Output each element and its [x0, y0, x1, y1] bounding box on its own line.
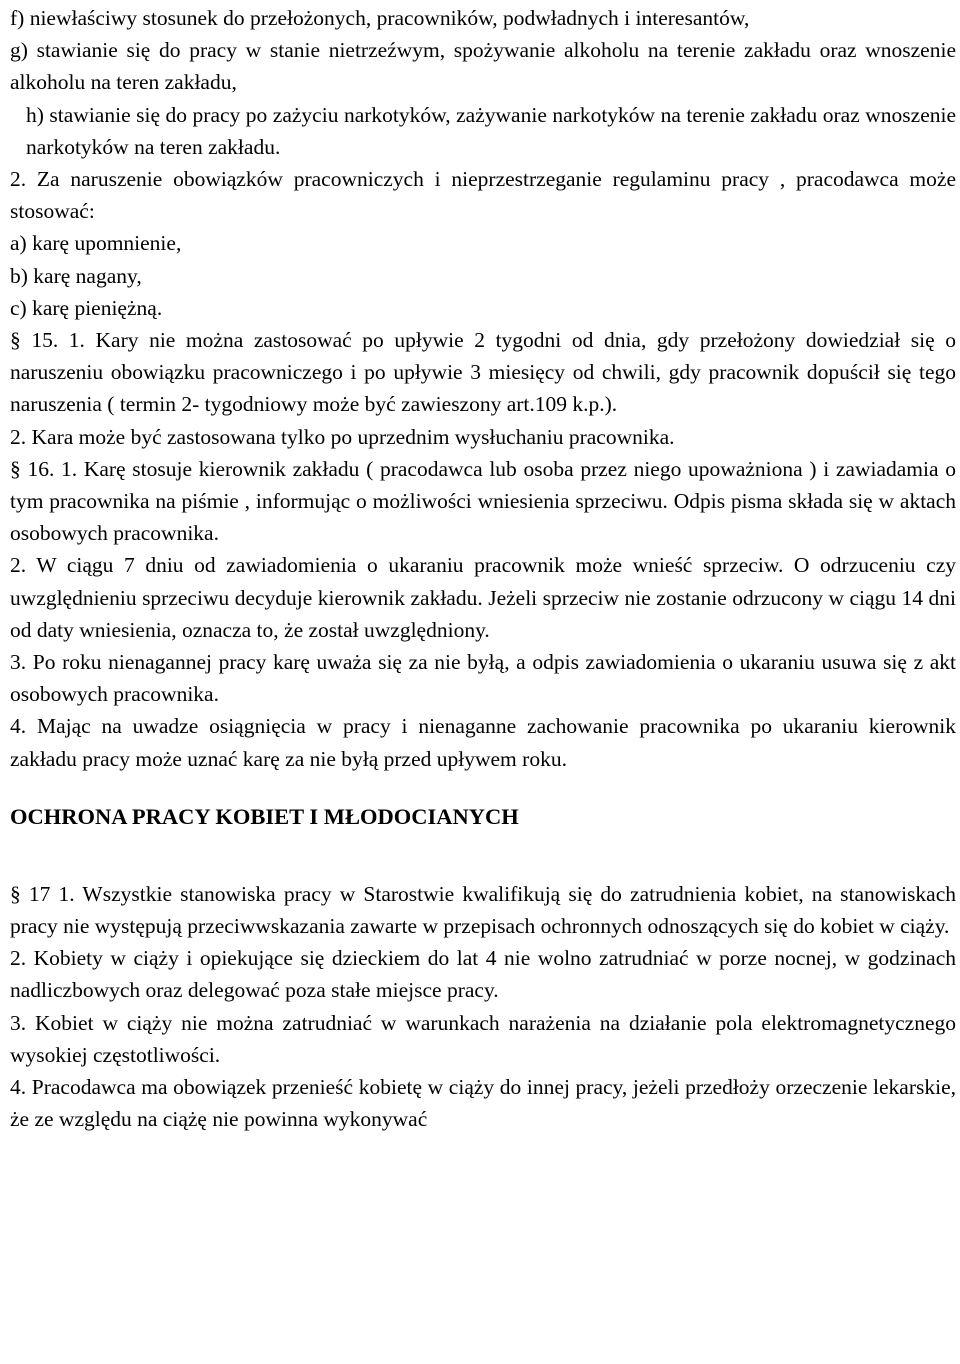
paragraph-penalties-intro: 2. Za naruszenie obowiązków pracowniczych i nieprzestrzeganie regulaminu pracy , pracodawca może stosować:	[10, 167, 956, 224]
section-16-paragraph-1: § 16. 1. Karę stosuje kierownik zakładu ( pracodawca lub osoba przez niego upoważniona ) i zawiadamia o tym pracownika na piśmie , informując o możliwości wniesienia sprzeciwu. Odpis pisma składa się w aktach osobowych pracownika.	[10, 456, 956, 546]
section-heading: OCHRONA PRACY KOBIET I MŁODOCIANYCH	[10, 803, 519, 829]
section-16-paragraph-3: 3. Po roku nienagannej pracy karę uważa się za nie byłą, a odpis zawiadomienia o ukaraniu usuwa się z akt osobowych pracownika.	[10, 650, 956, 707]
section-17-paragraph-2: 2. Kobiety w ciąży i opiekujące się dzieckiem do lat 4 nie wolno zatrudniać w porze nocnej, w godzinach nadliczbowych oraz delegować poza stałe miejsce pracy.	[10, 946, 956, 1003]
list-item-a: a) karę upomnienie,	[10, 231, 182, 256]
section-17-paragraph-3: 3. Kobiet w ciąży nie można zatrudniać w warunkach narażenia na działanie pola elektromagnetycznego wysokiej częstotliwości.	[10, 1010, 956, 1067]
section-17-paragraph-4: 4. Pracodawca ma obowiązek przenieść kobietę w ciąży do innej pracy, jeżeli przedłoży orzeczenie lekarskie, że ze względu na ciążę nie powinna wykonywać	[10, 1075, 956, 1132]
spacer	[10, 866, 956, 878]
list-item-c: c) karę pieniężną.	[10, 295, 163, 320]
list-item-h: h) stawianie się do pracy po zażyciu narkotyków, zażywanie narkotyków na terenie zakładu oraz wnoszenie narkotyków na teren zakładu.	[26, 102, 956, 159]
section-17-paragraph-1: § 17 1. Wszystkie stanowiska pracy w Starostwie kwalifikują się do zatrudnienia kobiet, na stanowiskach pracy nie występują przeciwwskazania zawarte w przepisach ochronnych odnoszących się do kobiet w ciąży.	[10, 881, 956, 939]
list-item-f: f) niewłaściwy stosunek do przełożonych, pracowników, podwładnych i interesantów,	[10, 6, 750, 30]
section-16-paragraph-2: 2. W ciągu 7 dniu od zawiadomienia o ukaraniu pracownik może wnieść sprzeciw. O odrzuceniu czy uwzględnieniu sprzeciwu decyduje kierownik zakładu. Jeżeli sprzeciw nie zostanie odrzucony w ciągu 14 dni od daty wniesienia, oznacza to, że został uwzględniony.	[10, 553, 956, 642]
list-item-g: g) stawianie się do pracy w stanie nietrzeźwym, spożywanie alkoholu na terenie zakładu oraz wnoszenie alkoholu na teren zakładu,	[10, 38, 956, 95]
list-item-b: b) karę nagany,	[10, 263, 142, 288]
section-15-paragraph-1: § 15. 1. Kary nie można zastosować po upływie 2 tygodni od dnia, gdy przełożony dowiedział się o naruszeniu obowiązku pracowniczego i po upływie 3 miesięcy od chwili, gdy pracownik dopuścił się tego naruszenia ( termin 2- tygodniowy może być zawieszony art.109 k.p.).	[10, 328, 956, 417]
section-16-paragraph-4: 4. Mając na uwadze osiągnięcia w pracy i nienaganne zachowanie pracownika po ukaraniu kierownik zakładu pracy może uznać karę za nie byłą przed upływem roku.	[10, 714, 956, 771]
section-15-paragraph-2: 2. Kara może być zastosowana tylko po uprzednim wysłuchaniu pracownika.	[10, 424, 675, 449]
